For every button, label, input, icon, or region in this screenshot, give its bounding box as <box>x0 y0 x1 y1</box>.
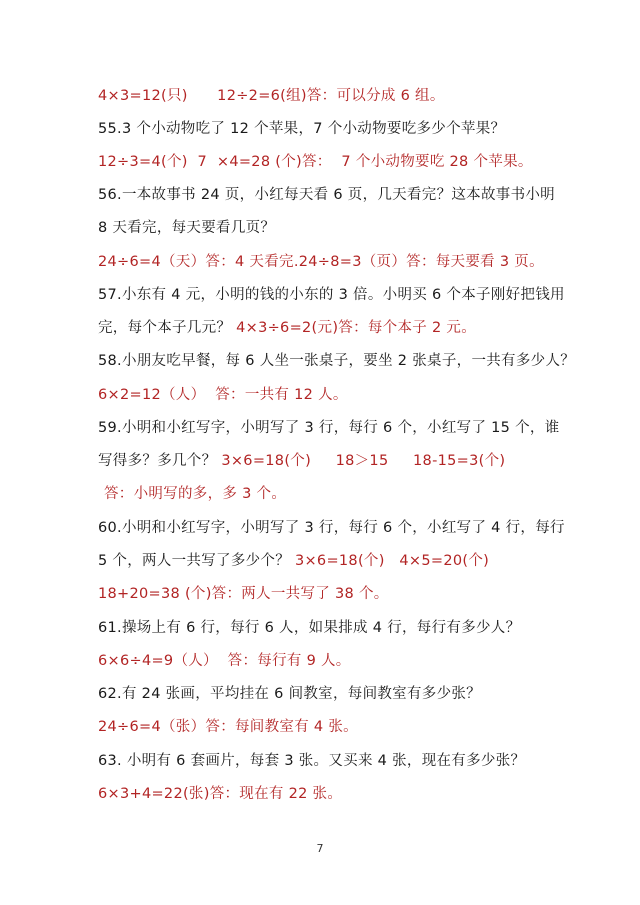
mixed-line-59 <box>98 451 618 471</box>
answer-line-63: 6×3+4=22(张)答：现在有 22 张。 <box>98 786 343 802</box>
answer-line-55: 12÷3=4(个) 7 ×4=28 (个)答： 7 个小动物要吃 28 个苹果。 <box>98 154 533 170</box>
question-line-60-part1: 60.小明和小红写字，小明写了 3 行，每行 6 个，小红写了 4 行，每行 <box>98 520 565 536</box>
question-line-56-part1: 56.一本故事书 24 页，小红每天看 6 页，几天看完？这本故事书小明 <box>98 187 555 203</box>
question-line-59-part2: 写得多？多几个？ <box>98 453 222 469</box>
question-line-61: 61.操场上有 6 行，每行 6 人，如果排成 4 行，每行有多少人？ <box>98 620 521 636</box>
question-line-57-part1: 57.小东有 4 元，小明的钱的小东的 3 倍。小明买 6 个本子刚好把钱用 <box>98 287 565 303</box>
answer-line-61: 6×6÷4=9（人） 答：每行有 9 人。 <box>98 653 351 669</box>
question-line-62: 62.有 24 张画，平均挂在 6 间教室，每间教室有多少张？ <box>98 686 481 702</box>
answer-line-59: 答：小明写的多，多 3 个。 <box>104 486 287 502</box>
answer-line-60-calc: 3×6=18(个) 4×5=20(个) <box>294 553 490 569</box>
answer-line-58: 6×2=12（人） 答：一共有 12 人。 <box>98 387 348 403</box>
page-number: 7 <box>316 842 324 855</box>
answer-line-56: 24÷6=4（天）答：4 天看完.24÷8=3（页）答：每天要看 3 页。 <box>98 254 544 270</box>
question-line-57-part2: 完，每个本子几元？ <box>98 320 237 336</box>
question-line-55: 55.3 个小动物吃了 12 个苹果，7 个小动物要吃多少个苹果？ <box>98 121 506 137</box>
answer-line-57: 4×3÷6=2(元)答：每个本子 2 元。 <box>236 320 477 336</box>
answer-line-62: 24÷6=4（张）答：每间教室有 4 张。 <box>98 719 358 735</box>
question-line-58: 58.小朋友吃早餐，每 6 人坐一张桌子，要坐 2 张桌子，一共有多少人？ <box>98 353 576 369</box>
mixed-line-60 <box>98 551 618 571</box>
question-line-60-part2: 5 个，两人一共写了多少个？ <box>98 553 295 569</box>
question-line-59-part1: 59.小明和小红写字，小明写了 3 行，每行 6 个，小红写了 15 个，谁 <box>98 420 560 436</box>
mixed-line-57 <box>98 318 618 338</box>
answer-line-60: 18+20=38 (个)答：两人一共写了 38 个。 <box>98 586 389 602</box>
question-line-56-part2: 8 天看完，每天要看几页？ <box>98 220 276 236</box>
question-line-63: 63. 小明有 6 套画片，每套 3 张。又买来 4 张，现在有多少张？ <box>98 753 526 769</box>
answer-line-59-calc: 3×6=18(个) 18＞15 18-15=3(个) <box>221 453 506 469</box>
answer-line-54: 4×3=12(只) 12÷2=6(组)答：可以分成 6 组。 <box>98 88 445 104</box>
